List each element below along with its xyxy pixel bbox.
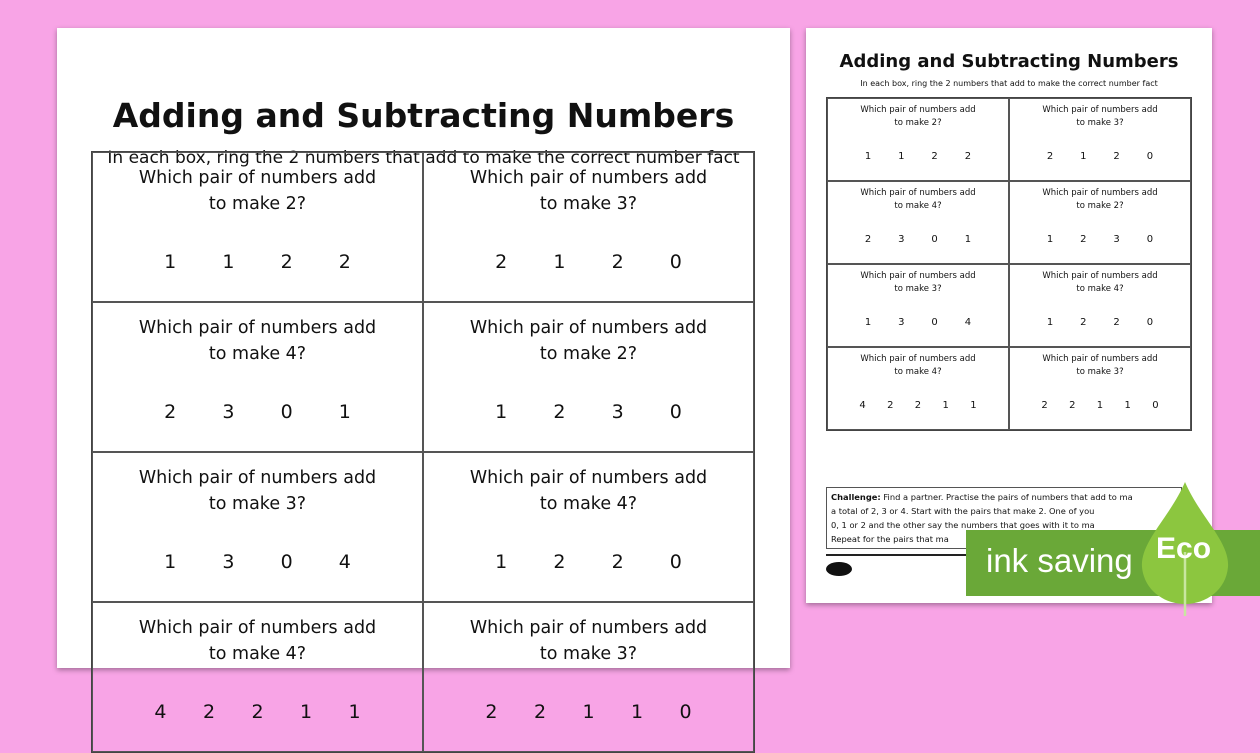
question-line: to make 4? <box>894 201 942 211</box>
worksheet-instruction: In each box, ring the 2 numbers that add to make the correct number fact <box>860 79 1158 88</box>
question-line: to make 4? <box>208 344 307 364</box>
question-text <box>424 315 753 367</box>
twinkl-logo <box>826 562 852 576</box>
number-option[interactable]: 2 <box>611 551 624 573</box>
number-option[interactable]: 1 <box>348 701 361 723</box>
number-option[interactable]: 0 <box>1152 400 1159 411</box>
question-text <box>828 187 1008 213</box>
number-option[interactable]: 0 <box>669 401 682 423</box>
number-option[interactable]: 2 <box>553 551 566 573</box>
question-line: Which pair of numbers add <box>1042 271 1158 281</box>
question-box <box>92 452 423 602</box>
question-text <box>93 615 422 667</box>
question-line: to make 4? <box>208 644 307 664</box>
number-option[interactable]: 2 <box>931 151 938 162</box>
number-option[interactable]: 1 <box>964 234 972 245</box>
question-line: Which pair of numbers add <box>860 188 976 198</box>
number-option[interactable]: 0 <box>679 701 692 723</box>
number-option[interactable]: 1 <box>338 401 351 423</box>
question-line: to make 3? <box>539 194 638 214</box>
challenge-line: 0, 1 or 2 and the other say the numbers that goes with it to ma <box>831 520 1095 530</box>
number-option[interactable]: 2 <box>251 701 264 723</box>
question-line: to make 2? <box>208 194 307 214</box>
worksheet-title: Adding and Subtracting Numbers <box>839 51 1179 72</box>
number-option[interactable]: 0 <box>931 317 938 328</box>
number-option[interactable]: 4 <box>859 400 866 411</box>
ink-saving-label: ink saving <box>986 542 1133 579</box>
question-box <box>423 452 754 602</box>
question-line: Which pair of numbers add <box>138 318 377 338</box>
eco-label: Eco <box>1156 532 1212 565</box>
number-option[interactable]: 1 <box>1046 317 1054 328</box>
number-options <box>1010 400 1190 411</box>
number-option[interactable]: 1 <box>1124 400 1131 411</box>
question-box <box>92 302 423 452</box>
number-option[interactable]: 2 <box>338 251 351 273</box>
number-options <box>93 401 422 423</box>
number-option[interactable]: 2 <box>495 251 508 273</box>
number-option[interactable]: 2 <box>1046 151 1054 162</box>
question-box <box>1009 98 1191 181</box>
question-line: to make 3? <box>1076 367 1124 377</box>
worksheet-title: Adding and Subtracting Numbers <box>112 96 735 135</box>
number-options <box>828 234 1008 245</box>
number-option[interactable]: 1 <box>942 400 949 411</box>
number-option[interactable]: 2 <box>202 701 216 723</box>
worksheet-preview-large <box>57 28 790 723</box>
question-line: to make 4? <box>539 494 638 514</box>
question-line: to make 3? <box>539 644 638 664</box>
question-line: Which pair of numbers add <box>860 271 976 281</box>
question-box <box>423 152 754 302</box>
question-line: Which pair of numbers add <box>860 105 976 115</box>
number-option[interactable]: 1 <box>898 151 905 162</box>
number-option[interactable]: 2 <box>1113 151 1120 162</box>
question-text <box>93 165 422 217</box>
number-options <box>424 701 753 723</box>
question-line: Which pair of numbers add <box>1042 105 1158 115</box>
number-option[interactable]: 2 <box>553 401 566 423</box>
question-line: Which pair of numbers add <box>860 354 976 364</box>
number-option[interactable]: 1 <box>164 551 177 573</box>
question-text <box>1010 104 1190 130</box>
number-option[interactable]: 2 <box>864 234 872 245</box>
number-option[interactable]: 2 <box>1069 400 1076 411</box>
number-option[interactable]: 2 <box>1113 317 1120 328</box>
number-option[interactable]: 3 <box>222 551 235 573</box>
number-option[interactable]: 1 <box>164 251 177 273</box>
question-text <box>1010 270 1190 296</box>
question-box <box>1009 347 1191 430</box>
number-options <box>828 400 1008 411</box>
number-option[interactable]: 1 <box>1080 151 1087 162</box>
question-line: Which pair of numbers add <box>1042 188 1158 198</box>
number-option[interactable]: 4 <box>154 701 167 723</box>
number-option[interactable]: 2 <box>964 151 972 162</box>
number-option[interactable]: 1 <box>1046 234 1054 245</box>
number-option[interactable]: 1 <box>495 551 508 573</box>
question-text <box>828 104 1008 130</box>
number-option[interactable]: 2 <box>1041 400 1048 411</box>
number-option[interactable]: 2 <box>887 400 894 411</box>
question-line: Which pair of numbers add <box>469 168 708 188</box>
number-option[interactable]: 2 <box>164 401 177 423</box>
question-text <box>828 353 1008 379</box>
question-grid <box>91 151 755 753</box>
number-option[interactable]: 0 <box>1146 317 1154 328</box>
question-line: Which pair of numbers add <box>138 168 377 188</box>
number-option[interactable]: 1 <box>864 151 872 162</box>
number-options <box>828 317 1008 328</box>
eco-leaf-icon <box>1140 482 1230 616</box>
challenge-label: Challenge: <box>831 492 881 502</box>
number-option[interactable]: 2 <box>1080 317 1087 328</box>
number-option[interactable]: 3 <box>222 401 235 423</box>
question-text <box>424 165 753 217</box>
number-option[interactable]: 2 <box>611 251 624 273</box>
question-line: Which pair of numbers add <box>1042 354 1158 364</box>
number-option[interactable]: 1 <box>864 317 872 328</box>
question-box <box>1009 181 1191 264</box>
question-text <box>93 465 422 517</box>
question-line: to make 2? <box>1076 201 1124 211</box>
question-box <box>1009 264 1191 347</box>
number-option[interactable]: 2 <box>533 701 547 723</box>
challenge-line: Repeat for the pairs that ma <box>831 534 949 544</box>
challenge-line: a total of 2, 3 or 4. Start with the pairs that make 2. One of you <box>831 506 1095 516</box>
number-option[interactable]: 3 <box>898 234 905 245</box>
question-text <box>1010 187 1190 213</box>
question-line: to make 3? <box>208 494 307 514</box>
question-box <box>92 152 423 302</box>
question-line: Which pair of numbers add <box>138 618 377 638</box>
number-option[interactable]: 1 <box>495 401 508 423</box>
question-line: Which pair of numbers add <box>138 468 377 488</box>
number-option[interactable]: 4 <box>338 551 351 573</box>
number-options <box>93 251 422 273</box>
question-text <box>828 270 1008 296</box>
question-box <box>423 302 754 452</box>
number-options <box>424 551 753 573</box>
number-option[interactable]: 3 <box>898 317 905 328</box>
number-option[interactable]: 0 <box>280 401 293 423</box>
number-options <box>93 551 422 573</box>
question-text <box>424 615 753 667</box>
number-options <box>1010 234 1190 245</box>
question-text <box>424 465 753 517</box>
number-options <box>424 401 753 423</box>
question-line: to make 2? <box>539 344 638 364</box>
number-options <box>93 701 422 723</box>
number-option[interactable]: 1 <box>630 701 644 723</box>
number-option[interactable]: 0 <box>669 551 682 573</box>
question-box <box>827 264 1009 347</box>
question-text <box>93 315 422 367</box>
question-line: to make 4? <box>1076 284 1124 294</box>
number-option[interactable]: 1 <box>553 251 566 273</box>
question-box <box>827 347 1009 430</box>
question-line: to make 3? <box>894 284 942 294</box>
question-box <box>827 181 1009 264</box>
question-line: Which pair of numbers add <box>469 618 708 638</box>
number-options <box>424 251 753 273</box>
number-options <box>1010 151 1190 162</box>
number-option[interactable]: 0 <box>280 551 293 573</box>
number-option[interactable]: 1 <box>970 400 977 411</box>
number-option[interactable]: 2 <box>914 400 922 411</box>
number-options <box>1010 317 1190 328</box>
number-option[interactable]: 4 <box>964 317 972 328</box>
number-option[interactable]: 0 <box>1146 151 1154 162</box>
number-option[interactable]: 2 <box>280 251 293 273</box>
question-line: to make 4? <box>894 367 942 377</box>
number-option[interactable]: 2 <box>1080 234 1087 245</box>
question-line: Which pair of numbers add <box>469 318 708 338</box>
number-option[interactable]: 1 <box>582 701 595 723</box>
challenge-line: Find a partner. Practise the pairs of numbers that add to ma <box>883 492 1133 502</box>
number-option[interactable]: 0 <box>669 251 682 273</box>
number-option[interactable]: 0 <box>1146 234 1154 245</box>
number-option[interactable]: 1 <box>222 251 235 273</box>
question-box <box>827 98 1009 181</box>
number-option[interactable]: 3 <box>611 401 624 423</box>
question-line: to make 3? <box>1076 118 1124 128</box>
number-options <box>828 151 1008 162</box>
question-box <box>92 602 423 752</box>
question-box <box>423 602 754 752</box>
worksheet-instruction: In each box, ring the 2 numbers that add to make the correct number fact <box>107 148 740 168</box>
question-line: Which pair of numbers add <box>469 468 708 488</box>
number-option[interactable]: 1 <box>299 701 313 723</box>
number-option[interactable]: 0 <box>931 234 938 245</box>
question-line: to make 2? <box>894 118 942 128</box>
question-grid <box>826 97 1192 431</box>
number-option[interactable]: 1 <box>1096 400 1104 411</box>
number-option[interactable]: 3 <box>1113 234 1120 245</box>
question-text <box>1010 353 1190 379</box>
number-option[interactable]: 2 <box>485 701 498 723</box>
